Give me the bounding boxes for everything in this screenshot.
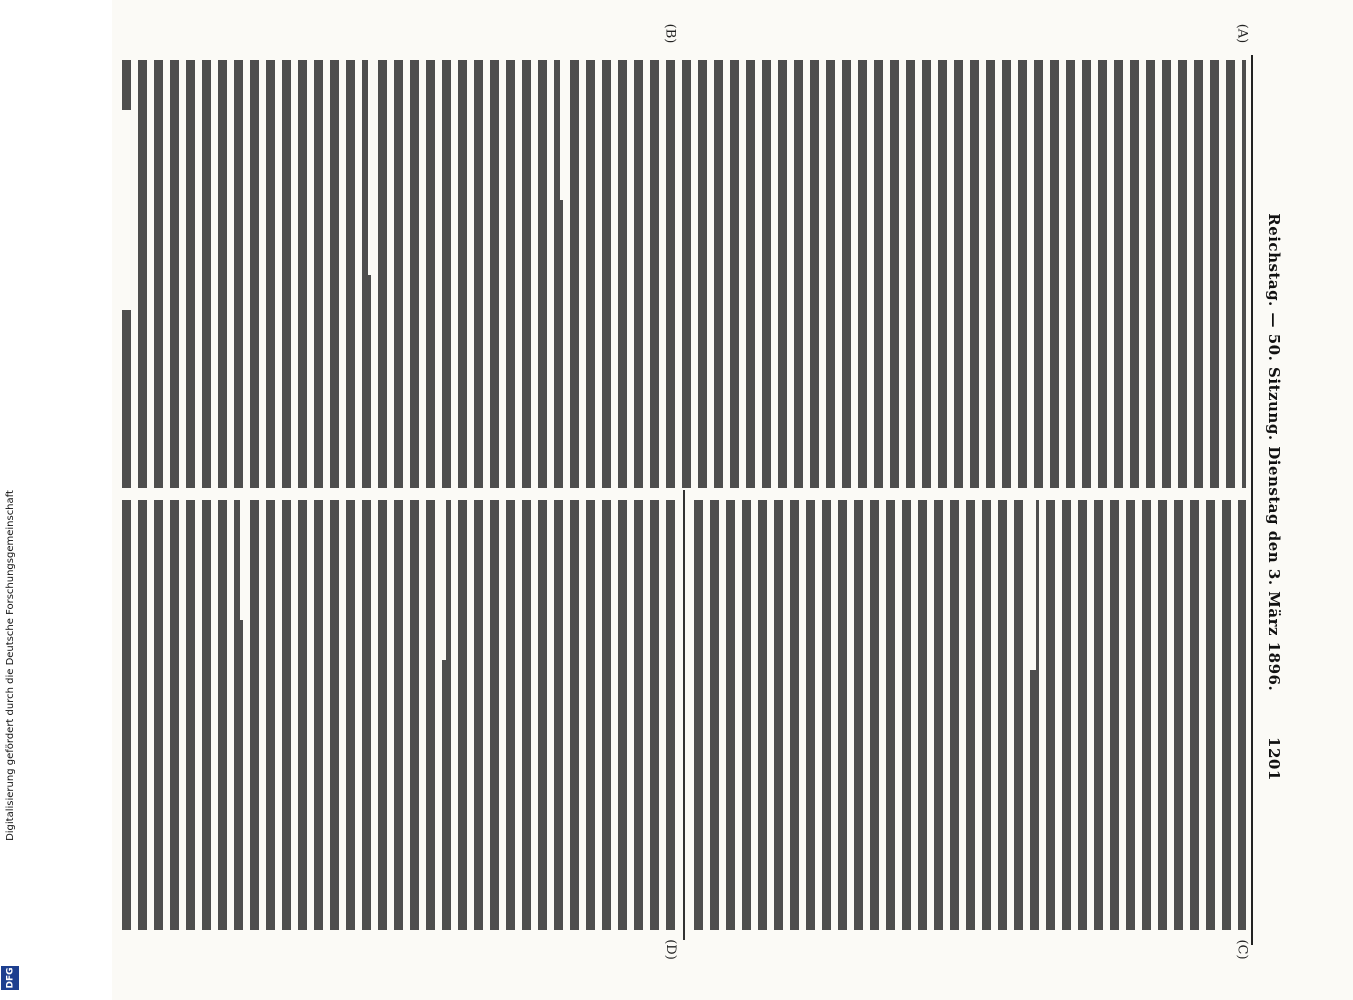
header-rule (1251, 55, 1253, 945)
page-header-text (1265, 213, 1283, 781)
paragraph-break (900, 60, 906, 240)
paragraph-break (120, 110, 134, 310)
margin-mark-c: (C) (1234, 938, 1250, 960)
paragraph-break (368, 60, 374, 275)
margin-mark-a: (A) (1234, 23, 1250, 43)
margin-mark-b: (B) (662, 23, 678, 43)
paragraph-break (440, 500, 446, 660)
paragraph-break (240, 500, 248, 620)
header-title: Reichstag. — 50. Sitzung. Dienstag den 3. März 1896. (1265, 213, 1284, 692)
dfg-logo-icon: DFG (1, 966, 19, 990)
column-rule (683, 490, 685, 940)
text-column-upper (118, 60, 1246, 488)
page-header (1261, 57, 1287, 937)
credit-strip (0, 0, 20, 1000)
paragraph-break (800, 500, 806, 650)
paragraph-break (560, 60, 566, 200)
page-number: 1201 (1265, 737, 1284, 781)
margin-mark-d: (D) (662, 938, 678, 960)
credit-text: Digitalisierung gefördert durch die Deutsche Forschungsgemeinschaft (4, 489, 16, 841)
text-column-lower-left (118, 500, 678, 930)
text-column-lower-right (690, 500, 1246, 930)
paragraph-break (1030, 500, 1036, 670)
